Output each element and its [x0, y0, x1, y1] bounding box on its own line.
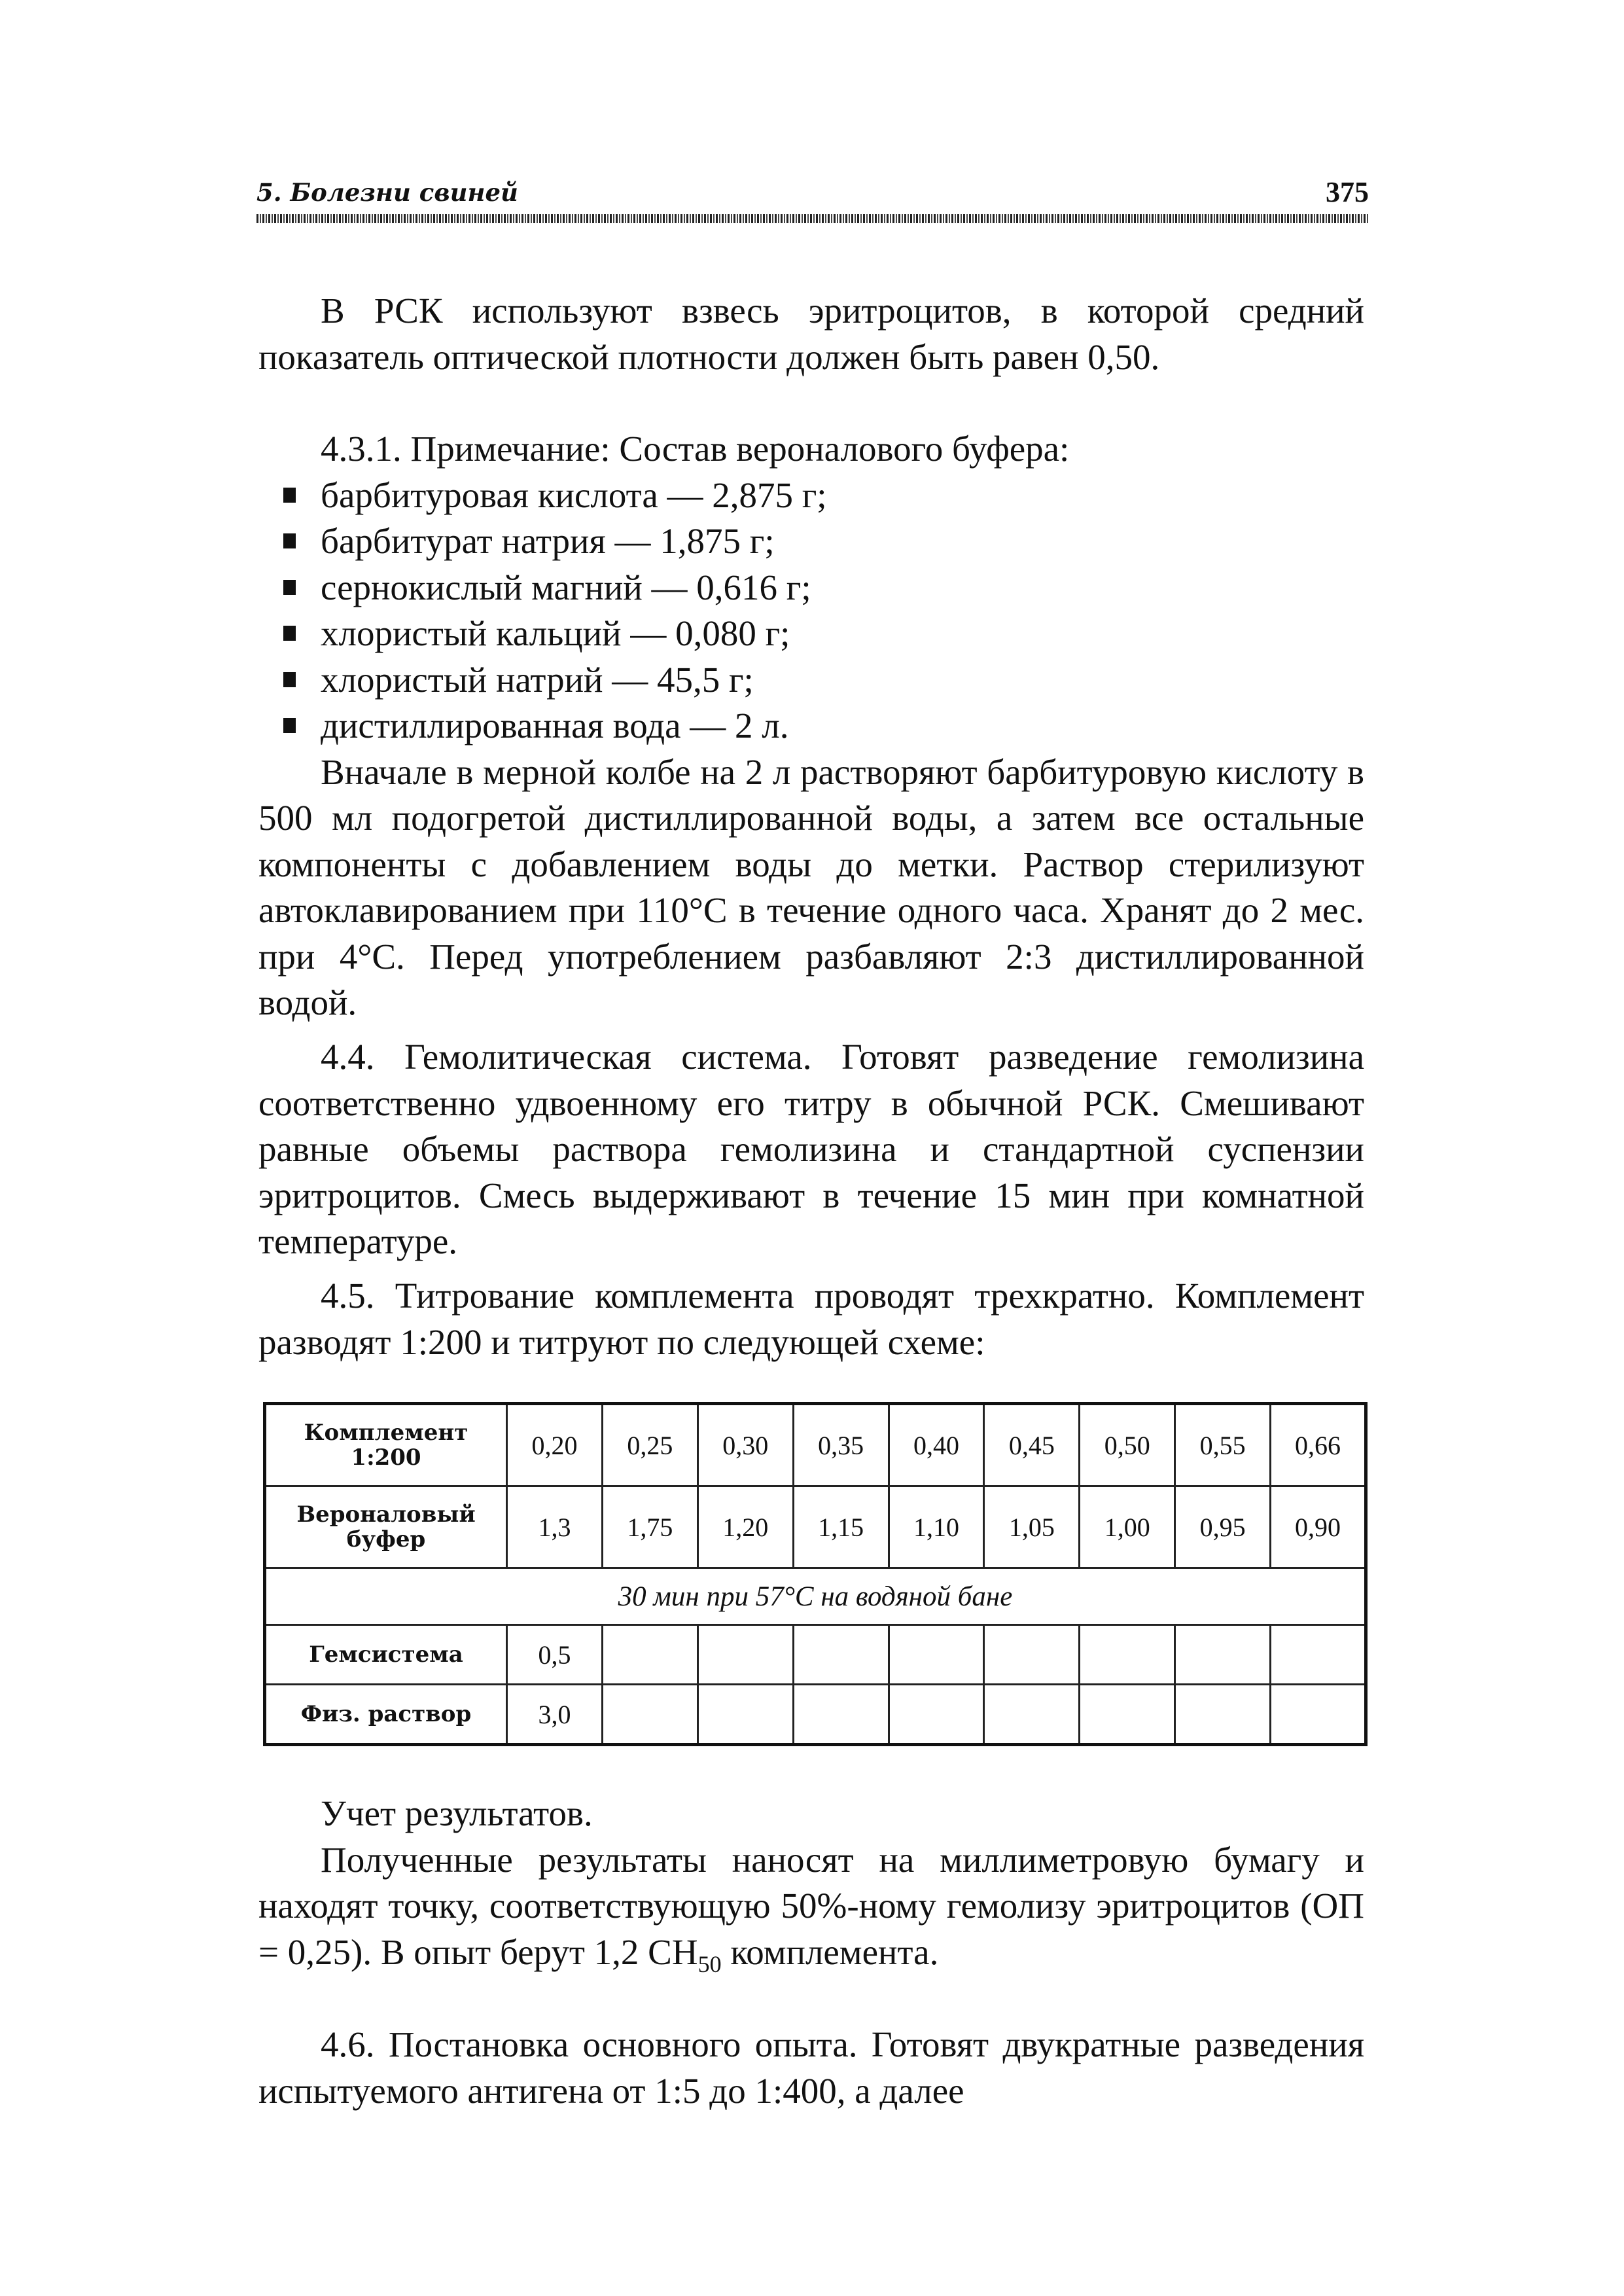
section-4-6-paragraph: 4.6. Постановка основного опыта. Готовят двукратные разведения испытуемого антигена от 1:5 до 1:400, а далее: [258, 2024, 1364, 2111]
table-cell: 0,20: [507, 1404, 603, 1486]
row-header-hemsystem: Гемсистема: [265, 1625, 507, 1685]
table-cell: [1175, 1685, 1271, 1745]
table-cell: 0,5: [507, 1625, 603, 1685]
table-row: [265, 1568, 1366, 1625]
table-cell: 1,20: [697, 1486, 793, 1568]
table-cell: [1271, 1625, 1366, 1685]
table-cell: [984, 1685, 1080, 1745]
list-item: [258, 703, 1364, 749]
list-item-text: дистиллированная вода — 2 л.: [321, 706, 789, 745]
table-cell: 0,50: [1080, 1404, 1175, 1486]
running-head: 5. Болезни свиней: [256, 178, 518, 207]
list-item: [258, 565, 1364, 611]
list-item-text: барбитуровая кислота — 2,875 г;: [321, 475, 827, 515]
table-row: [265, 1486, 1366, 1568]
table-cell: 0,55: [1175, 1404, 1271, 1486]
table-cell: 0,66: [1271, 1404, 1366, 1486]
complement-titration-table: [263, 1402, 1368, 1746]
bullet-square-icon: [283, 626, 296, 641]
section-4-4-paragraph: 4.4. Гемолитическая система. Готовят разведение гемолизина соответственно удвоенному его титру в обычной РСК. Смешивают равные объемы раствора гемолизина и стандартной суспензии эритроцитов. Смесь выдерживают в течение 15 мин при комнатной температуре.: [258, 1037, 1364, 1261]
table-row: [265, 1685, 1366, 1745]
list-item-text: барбитурат натрия — 1,875 г;: [321, 521, 775, 561]
list-item-text: хлористый кальций — 0,080 г;: [321, 613, 790, 653]
intro-block: [258, 288, 1364, 380]
table-cell: 1,05: [984, 1486, 1080, 1568]
page-header: [256, 175, 1369, 212]
table-cell: [602, 1625, 697, 1685]
table-cell: [889, 1625, 984, 1685]
table-cell: [1271, 1685, 1366, 1745]
buffer-preparation-paragraph: Вначале в мерной колбе на 2 л растворяют барбитуровую кислоту в 500 мл подогретой дистиллированной воды, а затем все остальные компоненты с добавлением воды до метки. Раствор стерилизуют автоклавированием при 110°С в течение одного часа. Хранят до 2 мес. при 4°С. Перед употреблением разбавляют 2:3 дистиллированной водой.: [258, 751, 1364, 1022]
bullet-square-icon: [283, 672, 296, 687]
results-paragraph: Полученные результаты наносят на миллиметровую бумагу и находят точку, соответствующую 50%-ному гемолизу эритроцитов (ОП = 0,25). В опыт берут 1,2 $СН_{50}$ комплемента.: [258, 1839, 1364, 1977]
results-heading: Учет результатов.: [321, 1793, 593, 1833]
buffer-note-block: [258, 426, 1364, 1026]
table-cell: [1080, 1685, 1175, 1745]
table-cell: [889, 1685, 984, 1745]
section-4-4: [258, 1034, 1364, 1265]
table-cell: [1175, 1625, 1271, 1685]
list-item: [258, 518, 1364, 565]
table-cell: 0,90: [1271, 1486, 1366, 1568]
table-row: [265, 1625, 1366, 1685]
table-cell: 1,00: [1080, 1486, 1175, 1568]
table-cell: [602, 1685, 697, 1745]
results-block: [258, 1791, 1364, 1987]
list-item-text: сернокислый магний — 0,616 г;: [321, 567, 811, 607]
bullet-square-icon: [283, 580, 296, 595]
bullet-square-icon: [283, 533, 296, 548]
section-4-5-paragraph: 4.5. Титрование комплемента проводят трехкратно. Комплемент разводят 1:200 и титруют по следующей схеме:: [258, 1276, 1364, 1362]
table-cell: [697, 1625, 793, 1685]
bullet-square-icon: [283, 488, 296, 503]
list-item: [258, 657, 1364, 704]
section-4-5: [258, 1273, 1364, 1365]
list-item-text: хлористый натрий — 45,5 г;: [321, 659, 754, 700]
table-cell: 0,45: [984, 1404, 1080, 1486]
row-header-veronal-buffer: Вероналовый буфер: [265, 1486, 507, 1568]
table-cell: [1080, 1625, 1175, 1685]
row-header-saline: Физ. раствор: [265, 1685, 507, 1745]
table-cell: 1,15: [793, 1486, 889, 1568]
incubation-note: 30 мин при 57°С на водяной бане: [265, 1568, 1366, 1625]
intro-paragraph: В РСК используют взвесь эритроцитов, в которой средний показатель оптической плотности должен быть равен 0,50.: [258, 291, 1364, 377]
buffer-composition-list: [258, 473, 1364, 749]
row-header-complement: Комплемент 1:200: [265, 1404, 507, 1486]
table-row: [265, 1404, 1366, 1486]
table-cell: 0,25: [602, 1404, 697, 1486]
ch-subscript: 50: [697, 1950, 722, 1977]
header-rule: [256, 214, 1369, 223]
table-cell: 1,10: [889, 1486, 984, 1568]
table-cell: [984, 1625, 1080, 1685]
table-cell: 3,0: [507, 1685, 603, 1745]
table-cell: 0,95: [1175, 1486, 1271, 1568]
table-cell: [793, 1685, 889, 1745]
table-cell: 1,75: [602, 1486, 697, 1568]
table-cell: 0,30: [697, 1404, 793, 1486]
complement-titration-table-wrapper: [263, 1402, 1368, 1746]
list-item: [258, 473, 1364, 519]
buffer-note-title: 4.3.1. Примечание: Состав вероналового буфера:: [321, 429, 1070, 469]
page-number: 375: [1326, 176, 1369, 208]
table-cell: 0,40: [889, 1404, 984, 1486]
bullet-square-icon: [283, 718, 296, 733]
table-cell: [697, 1685, 793, 1745]
table-cell: 0,35: [793, 1404, 889, 1486]
table-cell: 1,3: [507, 1486, 603, 1568]
section-4-6: [258, 2022, 1364, 2114]
list-item: [258, 611, 1364, 657]
table-cell: [793, 1625, 889, 1685]
